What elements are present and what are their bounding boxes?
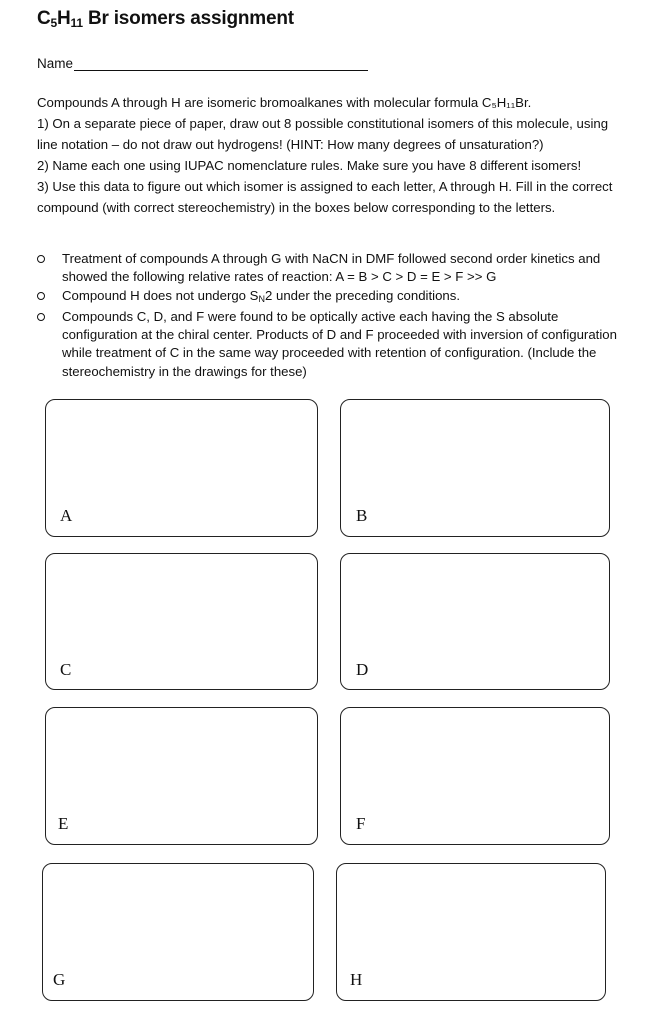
- name-field-row: [37, 56, 368, 71]
- answer-box-b[interactable]: [340, 399, 610, 537]
- list-item: Compound H does not undergo $S_N2$ under the preceding conditions.: [37, 287, 627, 308]
- box-label: B: [356, 506, 368, 525]
- instruction-step-3: 3) Use this data to figure out which isomer is assigned to each letter, A through H. Fill in the correct compound (with correct stereochemistry) in the boxes below corresponding to the letters.: [37, 179, 613, 215]
- answer-box-e[interactable]: [45, 707, 318, 845]
- box-label: C: [60, 660, 72, 679]
- instruction-step-1: 1) On a separate piece of paper, draw out 8 possible constitutional isomers of this molecule, using line notation – do not draw out hydrogens! (HINT: How many degrees of unsaturation?): [37, 116, 609, 152]
- bullet-circle-icon: [37, 292, 45, 300]
- box-label: A: [60, 506, 73, 525]
- list-item: Treatment of compounds A through G with NaCN in DMF followed second order kinetics and showed the following relative rates of reaction: A = B > C > D = E > F >> G: [37, 250, 627, 287]
- box-label: H: [350, 970, 363, 989]
- box-label: F: [356, 814, 366, 833]
- box-label: E: [58, 814, 69, 833]
- name-input-line[interactable]: [74, 56, 368, 71]
- answer-box-g[interactable]: [42, 863, 314, 1001]
- answer-box-h[interactable]: [336, 863, 606, 1001]
- bullet-circle-icon: [37, 255, 45, 263]
- page-title: $C_5H_{11}$ Br isomers assignment: [37, 8, 294, 30]
- answer-box-f[interactable]: [340, 707, 610, 845]
- answer-box-a[interactable]: [45, 399, 318, 537]
- intro-paragraph: Compounds A through H are isomeric bromoalkanes with molecular formula C₅H₁₁Br.: [37, 95, 532, 110]
- answer-box-d[interactable]: [340, 553, 610, 690]
- name-label: Name: [37, 56, 74, 71]
- box-label: D: [356, 660, 369, 679]
- list-item: Compounds C, D, and F were found to be optically active each having the S absolute configuration at the chiral center. Products of D and F proceeded with inversion of configuration while treatment of C in the same way proceeded with retention of configuration. (Include the stereochemistry in the drawings for these): [37, 308, 627, 381]
- instructions: [37, 92, 627, 218]
- bullet-circle-icon: [37, 313, 45, 321]
- data-clues-list: [37, 250, 627, 381]
- instruction-step-2: 2) Name each one using IUPAC nomenclature rules. Make sure you have 8 different isomers!: [37, 158, 582, 173]
- answer-box-c[interactable]: [45, 553, 318, 690]
- box-label: G: [53, 970, 66, 989]
